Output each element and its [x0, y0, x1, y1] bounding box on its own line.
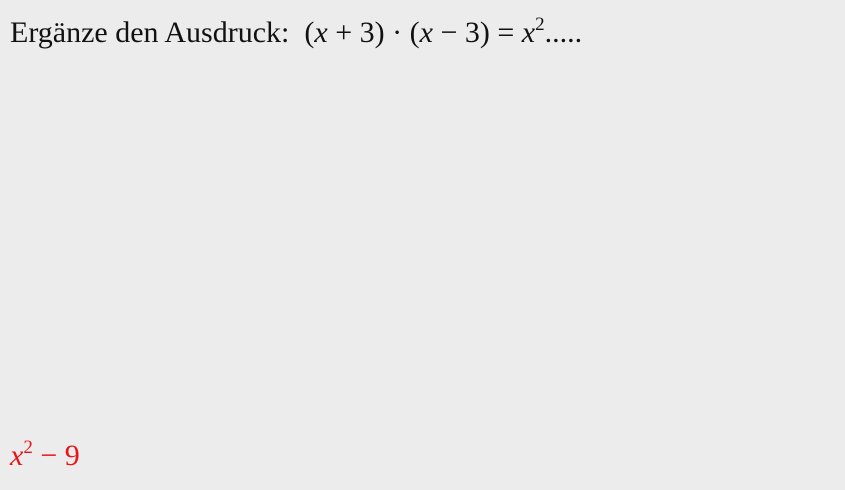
plus-three: + 3) — [327, 16, 385, 49]
question-expression — [297, 16, 582, 49]
multiply-dot: · — [384, 16, 410, 49]
answer-variable-x: x — [10, 439, 24, 472]
minus-three: − 3) — [432, 16, 490, 49]
paren-open-2: ( — [409, 16, 420, 49]
answer-text — [10, 437, 80, 475]
question-prefix: Ergänze den Ausdruck: — [10, 16, 290, 49]
paren-open-1: ( — [304, 16, 315, 49]
equals-sign: = — [489, 16, 522, 49]
answer-exponent: 2 — [23, 437, 33, 458]
ellipsis-dots: ..... — [544, 16, 583, 49]
variable-x-1: x — [314, 16, 328, 49]
variable-x-2: x — [419, 16, 433, 49]
exponent: 2 — [535, 14, 545, 35]
answer-minus-nine: − 9 — [32, 439, 80, 472]
variable-x-3: x — [521, 16, 536, 49]
question-text — [10, 14, 582, 52]
